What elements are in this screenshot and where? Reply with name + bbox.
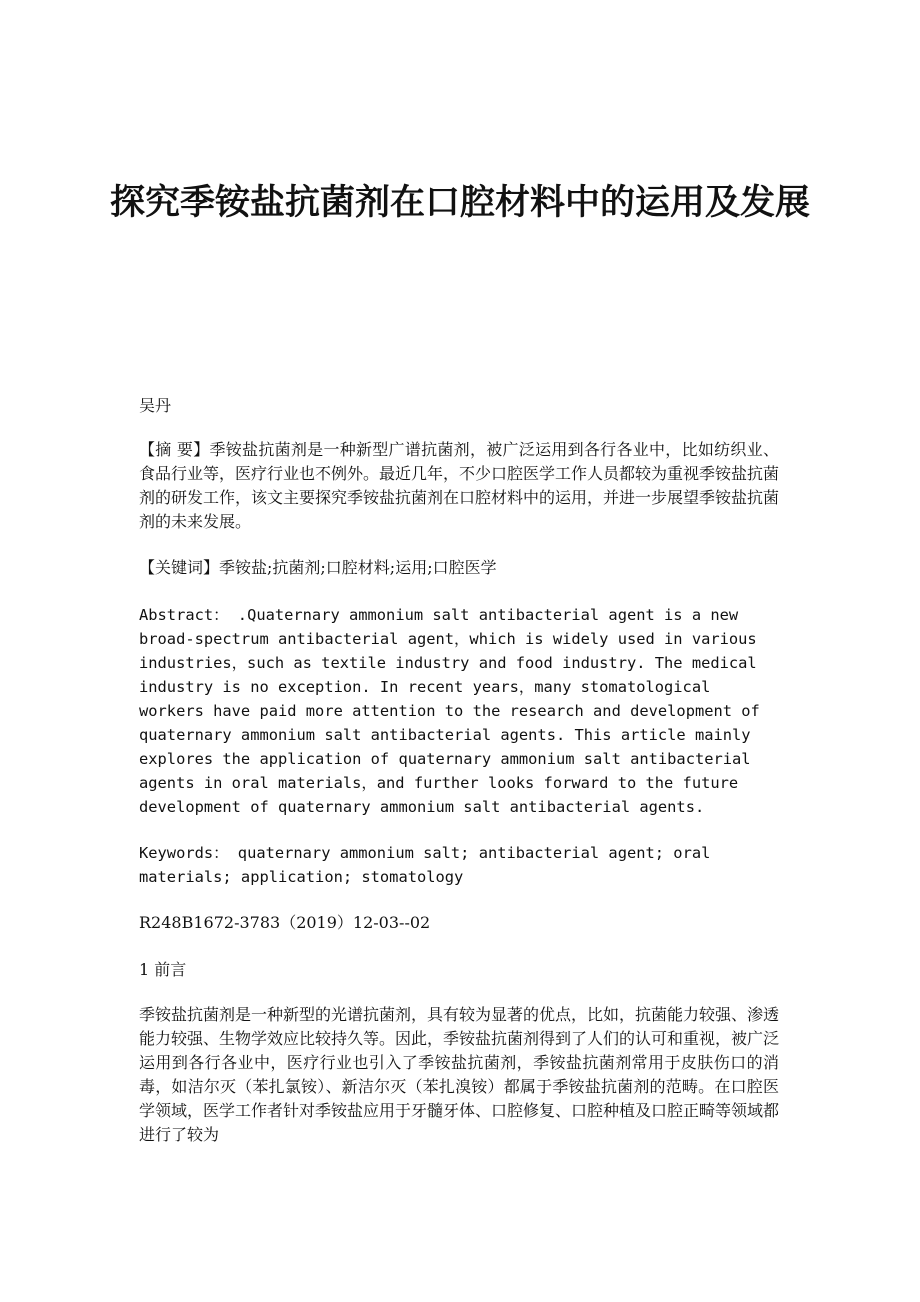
abstract-english-text: .Quaternary ammonium salt antibacterial agent is a new broad-spectrum antibacterial agent，which is widely used in various industries，such as textile industry and food industry. The medical industry is no exception. In recent years，many stomatological workers have paid more attention to the research and development of quaternary ammonium salt antibacterial agents. This article mainly explores the application of quaternary ammonium salt antibacterial agents in oral materials，and further looks forward to the future development of quaternary ammonium salt antibacterial agents. <box>139 606 760 816</box>
abstract-english <box>139 603 779 819</box>
abstract-chinese-label: 【摘 要】 <box>139 440 210 459</box>
keywords-english-text: quaternary ammonium salt; antibacterial agent; oral materials; application; stomatology <box>139 844 711 886</box>
abstract-chinese-text: 季铵盐抗菌剂是一种新型广谱抗菌剂，被广泛运用到各行各业中，比如纺织业、食品行业等，医疗行业也不例外。最近几年，不少口腔医学工作人员都较为重视季铵盐抗菌剂的研发工作，该文主要探究季铵盐抗菌剂在口腔材料中的运用，并进一步展望季铵盐抗菌剂的未来发展。 <box>139 440 780 531</box>
section-heading: 1 前言 <box>139 960 187 979</box>
keywords-chinese <box>139 556 779 580</box>
author-name: 吴丹 <box>139 396 172 415</box>
abstract-english-label: Abstract： <box>139 606 229 624</box>
classification-code: R248B1672-3783（2019）12-03--02 <box>139 913 431 932</box>
paper-title: 探究季铵盐抗菌剂在口腔材料中的运用及发展 <box>109 183 810 223</box>
section-body: 季铵盐抗菌剂是一种新型的光谱抗菌剂，具有较为显著的优点，比如，抗菌能力较强、渗透能力较强、生物学效应比较持久等。因此，季铵盐抗菌剂得到了人们的认可和重视，被广泛运用到各行各业中，医疗行业也引入了季铵盐抗菌剂，季铵盐抗菌剂常用于皮肤伤口的消毒，如洁尔灭（苯扎氯铵）、新洁尔灭（苯扎溴铵）都属于季铵盐抗菌剂的范畴。在口腔医学领域，医学工作者针对季铵盐应用于牙髓牙体、口腔修复、口腔种植及口腔正畸等领域都进行了较为 <box>139 1005 780 1144</box>
keywords-chinese-label: 【关键词】 <box>139 558 220 577</box>
keywords-english-label: Keywords： <box>139 844 229 862</box>
abstract-chinese <box>139 438 779 534</box>
keywords-english <box>139 841 779 889</box>
keywords-chinese-text: 季铵盐;抗菌剂;口腔材料;运用;口腔医学 <box>219 558 497 577</box>
